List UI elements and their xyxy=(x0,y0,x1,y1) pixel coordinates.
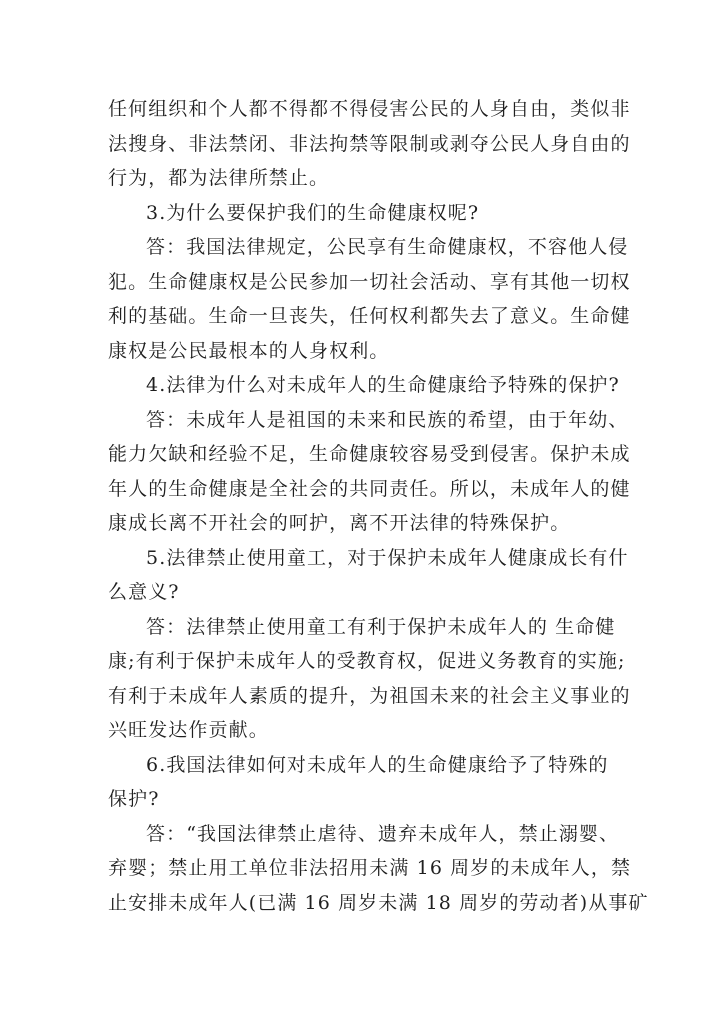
text-line: 4.法律为什么对未成年人的生命健康给予特殊的保护? xyxy=(146,374,620,396)
text-line: 6.我国法律如何对未成年人的生命健康给予了特殊的 xyxy=(146,753,609,776)
text-line: 能力欠缺和经验不足，生命健康较容易受到侵害。保护未成 xyxy=(108,443,631,465)
text-line: 答：“我国法律禁止虐待、遗弃未成年人，禁止溺婴、 xyxy=(146,822,620,845)
text-line: 行为，都为法律所禁止。 xyxy=(108,167,330,189)
text-line: 答：我国法律规定，公民享有生命健康权，不容他人侵 xyxy=(146,236,629,258)
text-line: 答：未成年人是祖国的未来和民族的希望，由于年幼、 xyxy=(146,408,629,431)
text-line: 答：法律禁止使用童工有利于保护未成年人的 生命健 xyxy=(146,615,616,638)
text-line: 犯。生命健康权是公民参加一切社会活动、享有其他一切权 xyxy=(108,270,631,293)
text-line: 利的基础。生命一旦丧失，任何权利都失去了意义。生命健 xyxy=(108,305,631,327)
text-line: 保护? xyxy=(108,788,160,810)
text-line: 止安排未成年人(已满 16 周岁未满 18 周岁的劳动者)从事矿 xyxy=(108,891,649,914)
document-body-text xyxy=(108,92,649,920)
text-line: 任何组织和个人都不得都不得侵害公民的人身自由，类似非 xyxy=(108,98,631,120)
text-line: 3.为什么要保护我们的生命健康权呢? xyxy=(146,201,480,224)
text-line: 么意义? xyxy=(108,581,180,603)
text-line: 康;有利于保护未成年人的受教育权，促进义务教育的实施; xyxy=(108,650,626,672)
text-line: 法搜身、非法禁闭、非法拘禁等限制或剥夺公民人身自由的 xyxy=(108,132,631,155)
text-line: 有利于未成年人素质的提升，为祖国未来的社会主义事业的 xyxy=(108,684,631,707)
text-line: 弃婴；禁止用工单位非法招用未满 16 周岁的未成年人，禁 xyxy=(108,857,632,879)
text-line: 兴旺发达作贡献。 xyxy=(108,719,269,741)
text-line: 康成长离不开社会的呵护，离不开法律的特殊保护。 xyxy=(108,512,571,534)
text-line: 康权是公民最根本的人身权利。 xyxy=(108,339,390,362)
text-line: 5.法律禁止使用童工，对于保护未成年人健康成长有什 xyxy=(146,546,629,569)
text-line: 年人的生命健康是全社会的共同责任。所以，未成年人的健 xyxy=(108,477,631,500)
